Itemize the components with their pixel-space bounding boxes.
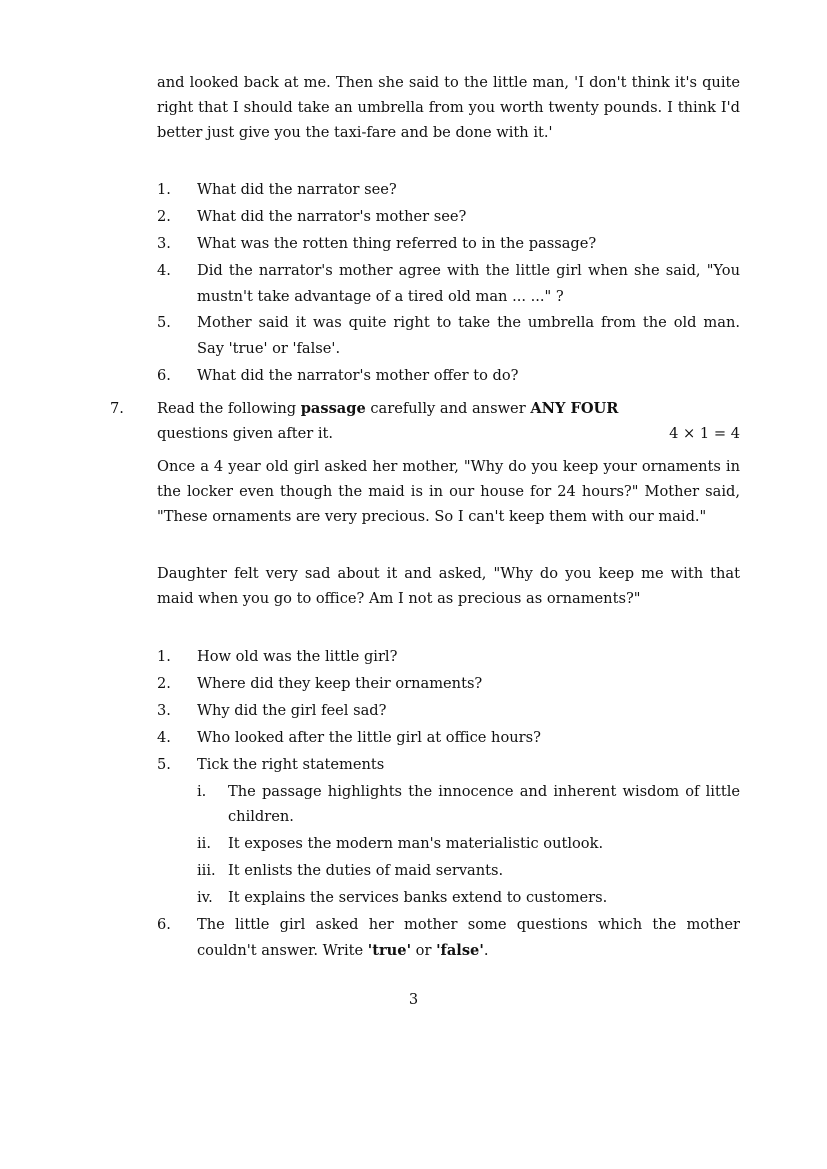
list-item (157, 363, 740, 389)
passage-paragraph: Once a 4 year old girl asked her mother, "Why do you keep your ornaments in the locker even though the maid is in our house for 24 hours?" Mother said, "These ornaments are very precious. So I can't keep them with our maid." (157, 458, 740, 525)
question-instruction (157, 396, 740, 446)
list-item (157, 310, 740, 362)
instr-bold: passage (300, 400, 366, 417)
item-text: Why did the girl feel sad? (197, 702, 387, 719)
item-number: 6. (157, 367, 171, 384)
marks: 4 × 1 = 4 (669, 425, 740, 442)
instr-text: questions given after it. (157, 425, 334, 442)
item-number: 2. (157, 208, 171, 225)
item-text-part: or (411, 942, 437, 959)
subitem-text: It exposes the modern man's materialistic outlook. (228, 835, 604, 852)
intro-paragraph: and looked back at me. Then she said to the little man, 'I don't think it's quite right that I should take an umbrella from you worth twenty pounds. I think I'd better just give you the taxi-fare and be done with it.' (157, 74, 740, 141)
item-text: Tick the right statements (197, 756, 385, 773)
subitem-text: It enlists the duties of maid servants. (228, 862, 504, 879)
item-text (197, 912, 740, 964)
item-text: Where did they keep their ornaments? (197, 675, 483, 692)
list-item (157, 204, 740, 230)
subitem-text: The passage highlights the innocence and inherent wisdom of little children. (228, 783, 740, 825)
list-item (157, 912, 740, 964)
subitem-number: iii. (197, 862, 216, 879)
item-number: 3. (157, 702, 171, 719)
instr-text: Read the following (157, 400, 301, 417)
list-item (157, 698, 740, 724)
item-text: What was the rotten thing referred to in the passage? (197, 235, 597, 252)
passage-paragraph: Daughter felt very sad about it and asked, "Why do you keep me with that maid when you go to office? Am I not as precious as ornaments?" (157, 565, 740, 607)
item-bold: 'true' (367, 942, 412, 959)
item-text: Mother said it was quite right to take the umbrella from the old man. Say 'true' or 'false'. (197, 314, 740, 357)
item-number: 5. (157, 314, 171, 331)
item-text: Who looked after the little girl at office hours? (197, 729, 541, 746)
subitem-text: It explains the services banks extend to customers. (228, 889, 608, 906)
item-number: 2. (157, 675, 171, 692)
item-number: 4. (157, 729, 171, 746)
item-number: 1. (157, 181, 171, 198)
item-number: 4. (157, 262, 171, 279)
item-number: 6. (157, 916, 171, 933)
item-text: What did the narrator see? (197, 181, 397, 198)
item-bold: 'false' (436, 942, 484, 959)
item-text: Did the narrator's mother agree with the little girl when she said, "You mustn't take advantage of a tired old man ... ..." ? (197, 262, 740, 305)
instr-text: carefully and answer (365, 400, 531, 417)
item-text-part: The little girl asked her mother some questions which the mother couldn't answer. Write (197, 916, 740, 959)
item-text: What did the narrator's mother see? (197, 208, 467, 225)
list-item (157, 258, 740, 310)
list-item (157, 671, 740, 697)
item-number: 1. (157, 648, 171, 665)
item-text-part: . (483, 942, 489, 959)
question-number: 7. (110, 400, 124, 417)
sub-item (197, 885, 740, 910)
list-item (157, 644, 740, 670)
sub-item (197, 831, 740, 856)
subitem-number: i. (197, 783, 207, 800)
item-text: How old was the little girl? (197, 648, 398, 665)
instr-bold: ANY FOUR (530, 400, 619, 417)
list-item (157, 231, 740, 257)
page-number: 3 (408, 991, 419, 1008)
sub-item (197, 858, 740, 883)
subitem-number: ii. (197, 835, 211, 852)
subitem-number: iv. (197, 889, 213, 906)
item-text: What did the narrator's mother offer to do? (197, 367, 519, 384)
sub-item (197, 779, 740, 829)
item-number: 3. (157, 235, 171, 252)
list-item (157, 177, 740, 203)
list-item (157, 752, 740, 778)
item-number: 5. (157, 756, 171, 773)
list-item (157, 725, 740, 751)
